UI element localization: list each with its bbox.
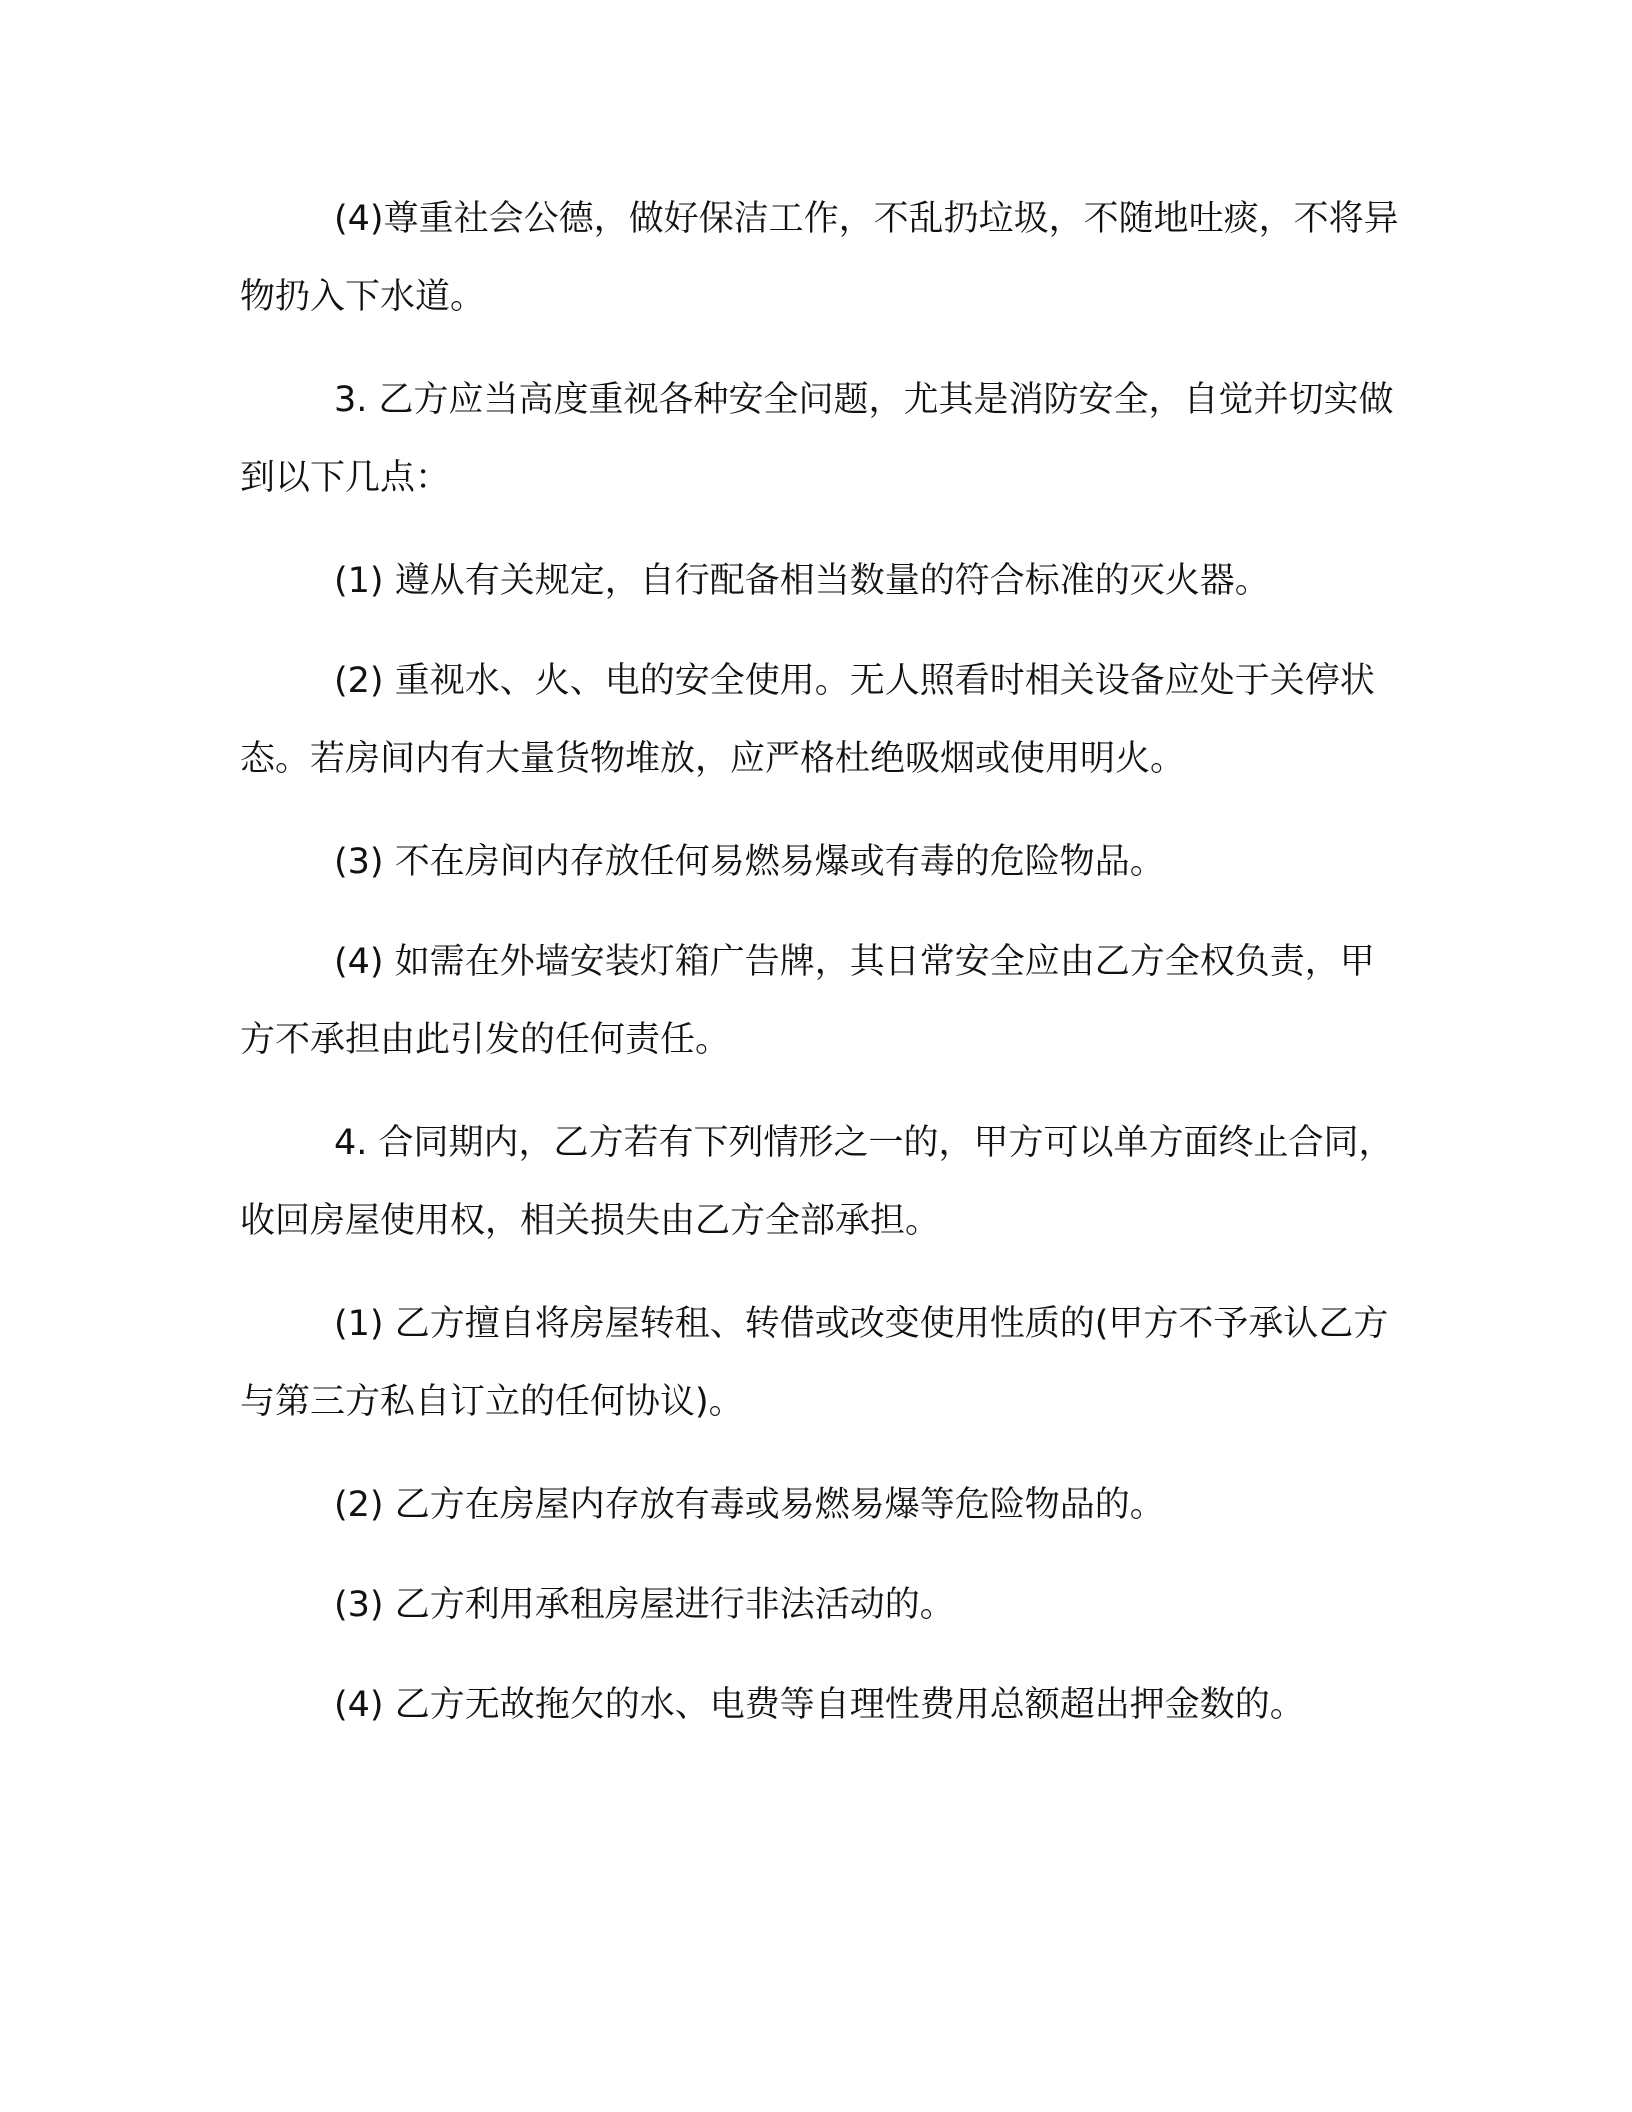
paragraph-unpaid-fees: (4) 乙方无故拖欠的水、电费等自理性费用总额超出押金数的。 [334,1685,1305,1725]
paragraph-sublease: (1) 乙方擅自将房屋转租、转借或改变使用性质的(甲方不予承认乙方与第三方私自订立的任何协议)。 [240,1304,1389,1422]
paragraph-safety-requirements: 3. 乙方应当高度重视各种安全问题，尤其是消防安全，自觉并切实做到以下几点： [240,380,1394,498]
paragraph-illegal-activity: (3) 乙方利用承租房屋进行非法活动的。 [334,1585,955,1625]
paragraph-public-morals: (4)尊重社会公德，做好保洁工作，不乱扔垃圾，不随地吐痰，不将异物扔入下水道。 [240,199,1399,317]
paragraph-utility-safety: (2) 重视水、火、电的安全使用。无人照看时相关设备应处于关停状态。若房间内有大量货物堆放，应严格杜绝吸烟或使用明火。 [240,661,1375,779]
paragraph-dangerous-goods: (2) 乙方在房屋内存放有毒或易燃易爆等危险物品的。 [334,1485,1165,1525]
paragraph-billboard-liability: (4) 如需在外墙安装灯箱广告牌，其日常安全应由乙方全权负责，甲方不承担由此引发的任何责任。 [240,942,1375,1060]
paragraph-fire-extinguishers: (1) 遵从有关规定，自行配备相当数量的符合标准的灭火器。 [334,561,1270,601]
paragraph-contract-termination: 4. 合同期内，乙方若有下列情形之一的，甲方可以单方面终止合同，收回房屋使用权，相关损失由乙方全部承担。 [240,1123,1394,1241]
paragraph-hazardous-items: (3) 不在房间内存放任何易燃易爆或有毒的危险物品。 [334,842,1165,882]
